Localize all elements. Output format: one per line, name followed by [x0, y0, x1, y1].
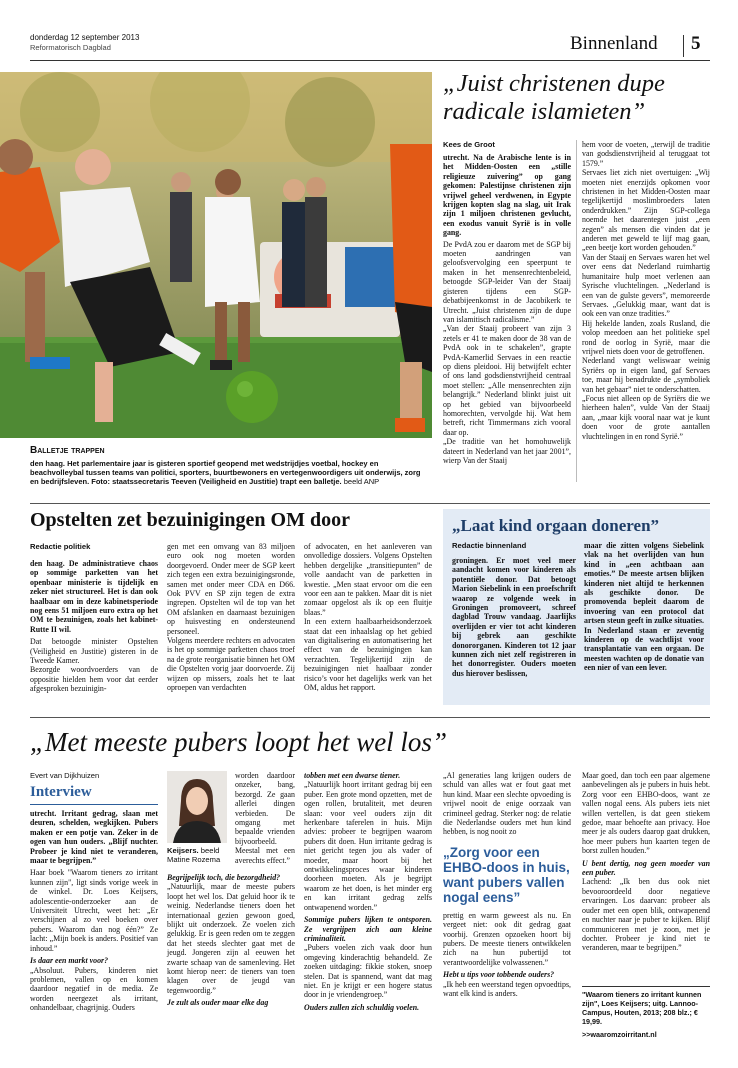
book-info: "Waarom tieners zo irritant kunnen zijn", Loes Keijsers; uitg. Lannoo-Campus, Houten, 2013; 208 blz.; € 19,99.: [582, 990, 702, 1026]
book-info-rule: [582, 986, 710, 987]
article4-question: Sommige pubers lijken te ontsporen. Ze vergrijpen zich aan kleine criminaliteit.: [304, 915, 432, 943]
photo-caption-body: den haag. Het parlementaire jaar is gisteren sportief geopend met wedstrijdjes voetbal, hockey en beachvolleybal tussen teams van politici, sporters, buurtbewoners en vertegenwoordigers uit onderwijs, zorg en bedrijfsleven. Foto: staatssecretaris Teeven (Veiligheid en Justitie) trapt een balletje.: [30, 459, 421, 487]
article2-col2: [167, 542, 295, 693]
section-divider: [683, 35, 684, 57]
article4-question: tobben met een dwarse tiener.: [304, 771, 401, 780]
rule-mid-bottom: [30, 717, 710, 718]
article2-author: Redactie politiek: [30, 542, 91, 551]
article4-question: Hebt u tips voor tobbende ouders?: [443, 970, 555, 980]
photo-caption-title: Balletje trappen: [30, 445, 105, 456]
article2-paragraph: Volgens meerdere rechters en advocaten is het op sommige parketten chaos troef na de grote reorganisatie binnen het OM die Opstelten vorig jaar doorvoerde. Zij wijzen op missers, zoals het te laat oproepen van verdachten: [167, 636, 295, 693]
portrait-caption: [167, 846, 227, 865]
article3-author: Redactie binnenland: [452, 541, 527, 550]
article4-author: Evert van Dijkhuizen: [30, 771, 100, 780]
kicker-rule: [30, 804, 158, 805]
portrait-caption-name: Keijsers.: [167, 846, 199, 855]
article4-question: Ouders zullen zich schuldig voelen.: [304, 1002, 420, 1012]
news-photo: [0, 72, 432, 438]
article4-question: Begrijpelijk toch, die bezorgdheid?: [167, 873, 281, 882]
article4-col2: [167, 873, 295, 1008]
article4-col2-top: worden daardoor onzeker, bang, bezorgd. Ze gaan allerlei dingen verbieden. De omgang met bepaalde vrienden bijvoorbeeld. Meestal met een averechts effect.”: [235, 771, 295, 865]
article1-col-divider: [576, 140, 577, 482]
article1-paragraph: Servaes liet zich niet overtuigen: „Wij moeten niet enerzijds opkomen voor christenen in het Midden-Oosten maar tegelijkertijd moslimbroeders laten onderdrukken.” Zijn SGP-collega noemde het daarentegen juist „een zegen” als mensen die vinden dat je anderen met geweld te lijf mag gaan, „een beetje kort worden gehouden.”: [582, 168, 710, 253]
article1-paragraph: „Focus niet alleen op de Syriërs die we hierheen halen”, vulde Van der Staaij aan, „maar kijk vooral naar wat je kunt doen voor de grote aantallen vluchtelingen in en rond Syrië.”: [582, 393, 710, 441]
article4-col5: [582, 771, 710, 953]
article4-paragraph: „Pubers voelen zich vaak door hun omgeving kinderachtig behandeld. Ze zoeken uitdaging: fikkie stoken, snoep stelen. Dat is spannend, want dat mag niet. En je krijgt er een hogere status door in je vriendengroep.”: [304, 943, 432, 1000]
article2-paragraph: In een extern haalbaarheidsonderzoek staat dat een inhaalslag op het gebied van digitalisering en automatisering het effect van de bezuinigingen kan verzachten. Tegelijkertijd zijn de bezuinigingen niet haalbaar zonder risico’s voor het dagelijks werk van het OM, aldus het rapport.: [304, 617, 432, 693]
article4-question: U bent dertig, nog geen moeder van een puber.: [582, 858, 710, 878]
article4-kicker: Interview: [30, 784, 92, 800]
article1-author: Kees de Groot: [443, 140, 495, 149]
article4-paragraph: „Ik heb een weerstand tegen opvoedtips, want elk kind is anders.: [443, 979, 571, 999]
article4-paragraph: „Absoluut. Pubers, kinderen niet problemen, vallen op en komen daardoor negatief in de media. Ze worden neergezet als irritant, onhandelbaar, chagrijnig. Ouders: [30, 965, 158, 1013]
article4-paragraph: prettig en warm geweest als nu. En vergeet niet: ook dit gedrag gaat voorbij. Grenzen opzoeken hoort bij pubers. De meeste tieners ontwikkelen zich na hun pubertijd tot verantwoordelijke volwassenen.”: [443, 910, 571, 967]
article2-lead: den haag. De administratieve chaos op sommige parketten van het openbaar ministerie is tijdelijk en zeker niet structureel. Het is dan ook haalbaar om in deze kabinetsperiode nog eens 51 miljoen euro extra op het OM te bezuinigen, zoals het kabinet-Rutte II wil.: [30, 559, 158, 634]
article2-col1: [30, 559, 158, 694]
article1-col2: [582, 140, 710, 441]
article4-question: Je zult als ouder maar elke dag: [167, 998, 269, 1008]
article4-paragraph: Haar boek "Waarom tieners zo irritant kunnen zijn", ligt sinds vorige week in de winkel. Dr. Loes Keijsers, adolescentie-onderzoeker aan de Universiteit Utrecht, weet het: „Er verschijnen al zo veel boeken over pubers. Waarom dan nog één?” Ze lacht: „Mijn boek is anders. Positief van inhoud.”: [30, 868, 158, 953]
article2-col3: [304, 542, 432, 693]
article4-lead: utrecht. Irritant gedrag, slaan met deuren, schelden, wegkijken. Pubers maken er een potje van. Zeker in de ogen van hun ouders. „Blijf nuchter. Probeer je kind niet te veranderen, maar te begrijpen.”: [30, 809, 158, 866]
article1-paragraph: „De traditie van het homohuwelijk dateert in Nederland van het jaar 2001”, wierp Van der Staaij: [443, 437, 571, 465]
article1-lead: utrecht. Na de Arabische lente is in het Midden-Oosten een „stille religieuze zuivering” op gang gekomen: Palestijnse christenen zijn vrijwel geheel verdwenen, in Egypte krijgen kopten slag na slag, uit Irak zijn 1 miljoen christenen gevlucht, een exodus vanuit Syrië is in volle gang.: [443, 153, 571, 238]
article1-headline: „Juist christenen dupe radicale islamieten”: [443, 70, 665, 125]
article4-paragraph: „Natuurlijk hoort irritant gedrag bij een puber. Een grote mond opzetten, met de ogen rollen, brutaliteit, met deuren slaan: voor veel ouders zijn dit herkenbare taferelen in huis. Mijn advies: probeer te begrijpen waarom pubers dit doen. Hun irritante gedrag is niet gericht tegen jou als vader of moeder, maar hoort bij het ontwikkelingsproces waar kinderen doorheen moeten. Als je begrijpt waarom ze het doen, is het minder erg en kan irritant gedrag zelfs ontwapenend worden.”: [304, 780, 432, 912]
masthead-rule: [30, 60, 710, 61]
masthead-paper: Reformatorisch Dagblad: [30, 43, 111, 52]
article1-paragraph: De PvdA zou er daarom met de SGP bij moeten aandringen van geloofsvervolging een speerpunt te maken in het mensenrechtenbeleid, betoogde SGP-leider Van der Staaij gisteren tijdens een SGP-debatbijeenkomst in de Jacobikerk te Utrecht. „Juist christenen zijn de dupe van islamitisch radicalisme.”: [443, 239, 571, 324]
rule-mid-top: [30, 503, 710, 504]
article4-paragraph: Lachend: „Ik ben dus ook niet bevooroordeeld door negatieve ervaringen. Los daarvan: probeer als ouder met een open blik, ontwapenend en nuchter naar je puber te kijken. Blijf communiceren met je zoon, met je dochter. Probeer je kind niet te veranderen, maar te begrijpen.”: [582, 877, 710, 953]
article2-headline: Opstelten zet bezuinigingen OM door: [30, 509, 350, 531]
article2-paragraph: gen met een omvang van 83 miljoen euro ook nog moeten worden doorgevoerd. Onder meer de SGP keert zich tegen een extra bezuinigingsronde, samen met onder meer CDA en D66. Ook PVV en SP zijn tegen de extra ingrepen. Opstelten wil de top van het OM afslanken en daarnaast bezuinigen op huisvesting en ondersteunend personeel.: [167, 542, 295, 636]
article4-paragraph: „Al generaties lang krijgen ouders de schuld van alles wat er fout gaat met hun kind. Maar een slechte opvoeding is vrijwel nooit de enige oorzaak van crimineel gedrag. Sterker nog: de relatie die Nederlandse ouders met hun kind hebben, is nog nooit zo: [443, 771, 571, 837]
article4-paragraph: „Natuurlijk, maar de meeste pubers loopt het wel los. Dat geluid hoor ik te weinig. Nederlandse tieners doen het internationaal gezien gewoon goed, blijkt uit onderzoek. Ze voelen zich gelukkig. Er is geen reden om te zeggen dat het steeds slechter gaat met de jeugd. Jongeren zijn al eeuwen het zwarte schaap van de samenleving. Het komt hierop neer: de tieners van toen klagen over de jeugd van tegenwoordig.”: [167, 882, 295, 995]
article4-col3: [304, 771, 432, 1012]
masthead-date: donderdag 12 september 2013: [30, 33, 140, 42]
article4-col1: [30, 809, 158, 1013]
page-number: 5: [691, 33, 701, 54]
article3-headline: „Laat kind orgaan doneren”: [452, 516, 660, 535]
article1-paragraph: „Van der Staaij probeert van zijn 3 zetels er 41 te maken door de 38 van de PvdA ook in te schakelen”, grapte PvdA-Kamerlid Servaes in een reactie op diens pleidooi. Hij betwijfelt echter of ons land godsdienstvrijheid centraal moet stellen: „Alle mensenrechten zijn belangrijk.” Nederland blinkt juist uit op het gebied van bijvoorbeeld homorechten, vervolgde hij. Wat hem betreft, richt Timmermans zich vooral daar op.: [443, 324, 571, 437]
book-link[interactable]: >>waaromzoirritant.nl: [582, 1030, 657, 1039]
pull-quote: „Zorg voor een EHBO-doos in huis, want pubers vallen nogal eens”: [443, 844, 570, 905]
photo-credit: beeld ANP: [343, 477, 380, 487]
article2-paragraph: Bezorgde woordvoerders van de oppositie hielden hem voor dat eerder afgesproken bezuinigin-: [30, 665, 158, 694]
article1-paragraph: Hij hekelde landen, zoals Rusland, die volop meedoen aan het politieke spel rond de oorlog in Syrië, maar die vrijwel niets doen voor de getroffenen.: [582, 318, 710, 356]
article3-col2: maar die zitten volgens Siebelink vlak na het overlijden van hun kind in „een achtbaan aan emoties.” De meeste artsen blijken kinderen niet altijd te herkennen als geschikte donor. De promovenda bepleit daarom de invoering van een protocol dat artsen steun geeft in zulke situaties. In Nederland staan er zeventig kinderen op de wachtlijst voor transplantatie van een orgaan. De meesten wachten op de donatie van een nier of van een lever.: [584, 541, 704, 673]
portrait-photo: [167, 771, 227, 843]
article2-paragraph: Dat betoogde minister Opstelten (Veiligheid en Justitie) gisteren in de Tweede Kamer.: [30, 637, 158, 666]
article4-paragraph: Maar goed, dan toch een paar algemene aanbevelingen als je pubers in huis hebt. Zorg voor een EHBO-doos, want ze vallen nogal eens. Als pubers iets niet willen vertellen, is dat geen stiekem gedoe, maar behoefte aan privacy. Hoe meer je als ouders daarop gaat drukken, hoe meer pubers hun kaarten tegen de borst zullen houden.”: [582, 771, 710, 856]
article3-col1: groningen. Er moet veel meer aandacht komen voor kinderen als potentiële donor. Dat betoogt Marion Siebelink in een proefschrift waarop ze volgende week in Groningen promoveert, schreef dagblad Trouw vandaag. Jaarlijks overlijden er vier tot acht kinderen bij gebrek aan geschikte donororganen. Kinderen tot 12 jaar kunnen zich niet zelf registreren in het donorregister. Ouders moeten dus hierover beslissen,: [452, 556, 576, 678]
section-title: Binnenland: [570, 33, 658, 54]
article1-col1: [443, 153, 571, 465]
article4-headline: „Met meeste pubers loopt het wel los”: [30, 727, 447, 757]
article2-paragraph: of advocaten, en het aanleveren van onvolledige dossiers. Volgens Opstelten hebben dergelijke „transitiepunten” de volle aandacht van de parketten in kwestie. „Men staat ervoor om die een voor een aan te pakken. Maar dit is niet zomaar opgelost als ik op een fluitje blaas.”: [304, 542, 432, 617]
article4-question: Is daar een markt voor?: [30, 956, 109, 966]
article1-paragraph: Van der Staaij en Servaes waren het wel over eens dat Nederland ruimhartig humanitaire hulp moet verlenen aan Syrische vluchtelingen. „Nederland is een van de gulste gevers”, memoreerde Servaes. „Gelukkig maar, want dat is ook een van onze tradities.”: [582, 252, 710, 319]
photo-caption: [30, 459, 430, 487]
article1-paragraph: Nederland vangt weliswaar weinig Syriërs op in eigen land, gaf Servaes toe, maar hij benadrukte de „symboliek van het gebaar” niet te onderschatten.: [582, 356, 710, 394]
portrait-caption-credit: beeld Matine Rozema: [167, 846, 221, 865]
portrait-illustration: [167, 771, 227, 843]
article4-col4: [443, 771, 571, 999]
article1-paragraph: hem voor de voeten, „terwijl de traditie van godsdienstvrijheid al teruggaat tot 1579.”: [582, 140, 710, 168]
photo-illustration: [0, 72, 432, 438]
